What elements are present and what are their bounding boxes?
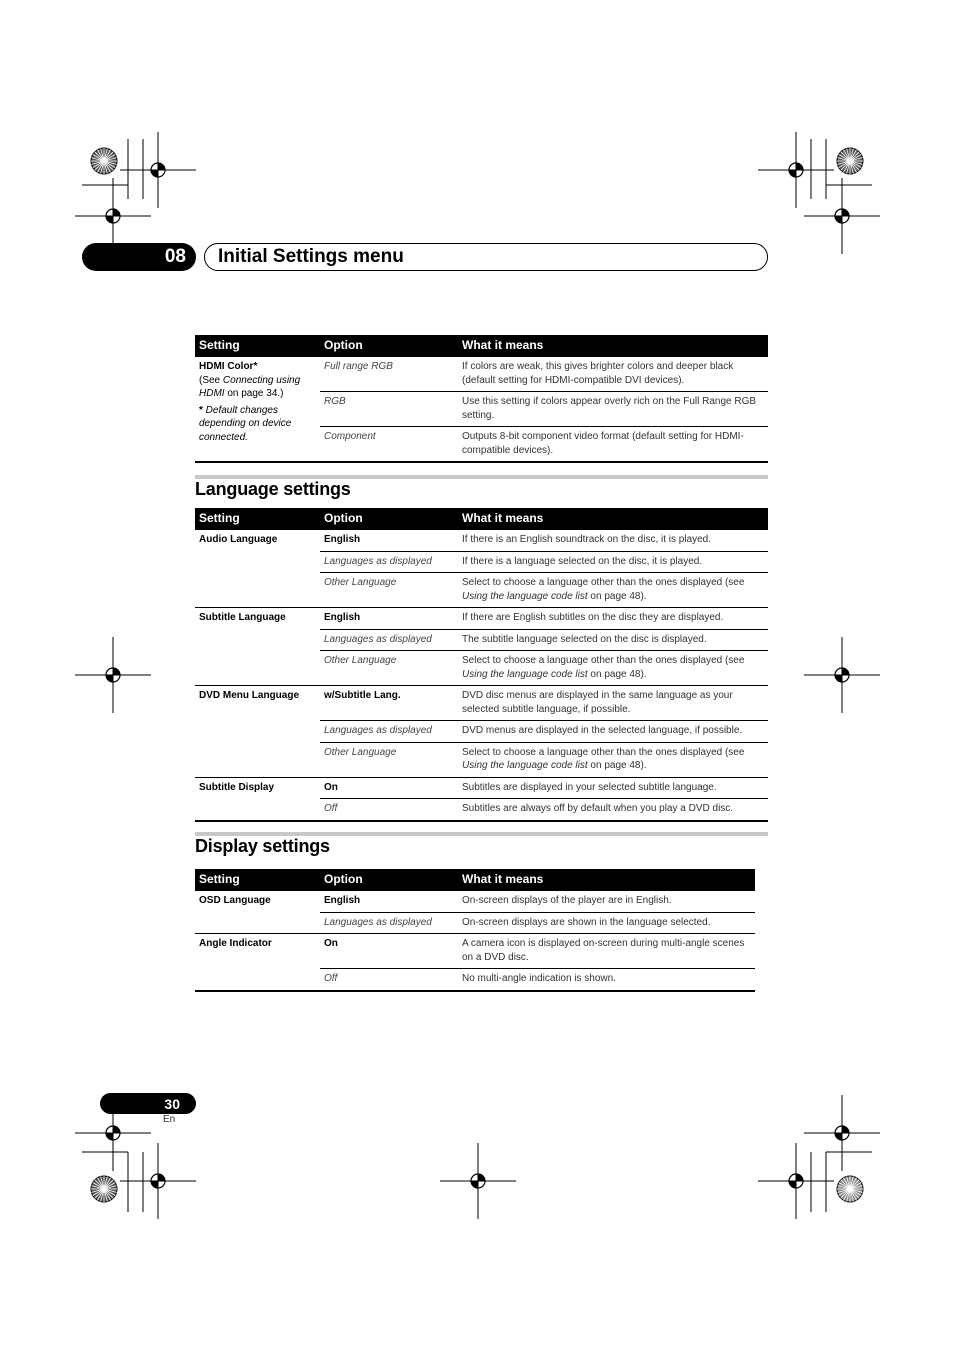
meaning-cell: Subtitles are always off by default when you play a DVD disc. [458,799,768,821]
meaning-link: Using the language code list [462,760,588,771]
option-cell: Languages as displayed [320,551,458,573]
meaning-cell: On-screen displays of the player are in English. [458,891,755,912]
setting-footnote [199,404,316,445]
page-number-badge [100,1093,196,1114]
option-cell: On [320,777,458,799]
sunburst-mark [837,148,863,174]
meaning-cell [458,651,768,686]
table-row [195,608,768,630]
meaning-cell: A camera icon is displayed on-screen during multi-angle scenes on a DVD disc. [458,934,755,969]
table-header-row [195,508,768,530]
col-header-option: Option [320,335,458,357]
display-section-title: Display settings [195,836,330,856]
meaning-link: Using the language code list [462,668,588,680]
footnote-text: Default changes depending on device connected. [199,404,292,443]
language-section-title: Language settings [195,479,351,499]
option-cell: English [320,891,458,912]
crosshair-mark [758,132,834,208]
note-link: Connecting using HDMI [199,374,301,399]
meaning-link: Using the language code list [462,590,588,602]
meaning-suffix: on page 48). [587,590,647,602]
option-cell: Other Language [320,651,458,686]
meaning-cell: If colors are weak, this gives brighter colors and deeper black (default setting for HDMI-compatible DVI devices). [458,357,768,392]
chapter-title-box [204,243,768,271]
meaning-prefix: Select to choose a language other than the ones displayed (see [462,655,745,666]
footnote-star: * [199,404,203,416]
option-cell: On [320,934,458,969]
option-cell: RGB [320,392,458,427]
col-header-meaning: What it means [458,335,768,357]
meaning-cell [458,742,768,777]
option-cell: Languages as displayed [320,721,458,743]
col-header-setting: Setting [195,869,320,891]
table-row [195,934,755,969]
meaning-suffix: on page 48). [587,760,647,771]
chapter-number: 08 [164,246,186,267]
col-header-setting: Setting [195,335,320,357]
option-cell: Component [320,427,458,463]
col-header-meaning: What it means [458,508,768,530]
meaning-cell [458,573,768,608]
sunburst-mark [837,1176,863,1202]
chapter-number-badge [82,243,196,271]
option-cell: Languages as displayed [320,912,458,934]
meaning-cell: The subtitle language selected on the disc is displayed. [458,629,768,651]
crosshair-mark [804,1095,880,1171]
crosshair-mark [120,1143,196,1219]
language-settings-table [195,508,768,822]
meaning-suffix: on page 48). [587,668,647,680]
setting-cell: Audio Language [195,530,320,608]
option-cell: Other Language [320,573,458,608]
setting-note [199,374,316,401]
col-header-option: Option [320,869,458,891]
table-row [195,357,768,392]
setting-name: HDMI Color* [199,361,258,372]
meaning-cell: DVD disc menus are displayed in the same language as your selected subtitle language, if possible. [458,686,768,721]
sunburst-mark [91,148,117,174]
setting-cell: Subtitle Language [195,608,320,686]
option-cell: English [320,530,458,551]
meaning-cell: If there is an English soundtrack on the disc, it is played. [458,530,768,551]
meaning-cell: No multi-angle indication is shown. [458,969,755,991]
meaning-cell: If there are English subtitles on the disc they are displayed. [458,608,768,630]
meaning-prefix: Select to choose a language other than the ones displayed (see [462,746,745,758]
table-row [195,686,768,721]
meaning-cell: If there is a language selected on the disc, it is played. [458,551,768,573]
crosshair-mark [804,178,880,254]
meaning-cell: Subtitles are displayed in your selected subtitle language. [458,777,768,799]
crosshair-mark [804,637,880,713]
option-cell: Off [320,969,458,991]
crosshair-mark [120,132,196,208]
meaning-cell: Outputs 8-bit component video format (default setting for HDMI-compatible devices). [458,427,768,463]
setting-cell [195,357,320,462]
option-cell: Languages as displayed [320,629,458,651]
setting-cell: DVD Menu Language [195,686,320,778]
meaning-cell: Use this setting if colors appear overly rich on the Full Range RGB setting. [458,392,768,427]
col-header-option: Option [320,508,458,530]
table-header-row [195,335,768,357]
table-row [195,777,768,799]
sunburst-mark [91,1176,117,1202]
page-language: En [163,1114,176,1125]
note-suffix: on page 34.) [224,388,284,399]
display-settings-table [195,869,755,992]
option-cell: English [320,608,458,630]
crosshair-mark [440,1143,516,1219]
setting-cell: Angle Indicator [195,934,320,991]
meaning-prefix: Select to choose a language other than the ones displayed (see [462,577,745,588]
option-cell: Full range RGB [320,357,458,392]
hdmi-color-table [195,335,768,463]
setting-cell: Subtitle Display [195,777,320,821]
meaning-cell: On-screen displays are shown in the language selected. [458,912,755,934]
crosshair-mark [758,1143,834,1219]
page-number: 30 [164,1095,180,1112]
setting-cell: OSD Language [195,891,320,934]
table-row [195,891,755,912]
option-cell: Other Language [320,742,458,777]
table-row [195,530,768,551]
chapter-title: Initial Settings menu [218,246,404,267]
meaning-cell: DVD menus are displayed in the selected language, if possible. [458,721,768,743]
crosshair-mark [75,637,151,713]
option-cell: Off [320,799,458,821]
option-cell: w/Subtitle Lang. [320,686,458,721]
col-header-setting: Setting [195,508,320,530]
col-header-meaning: What it means [458,869,755,891]
note-prefix: (See [199,374,223,386]
table-header-row [195,869,755,891]
